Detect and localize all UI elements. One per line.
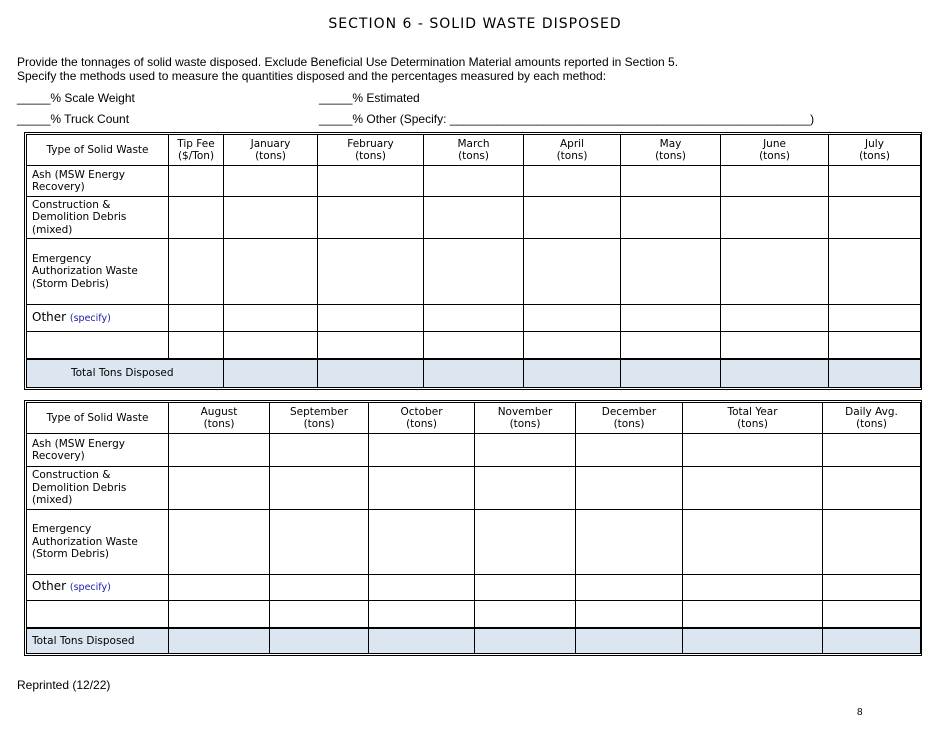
entry-cell[interactable] [270,601,369,628]
col-header-august: August (tons) [169,403,270,434]
header-row [27,135,921,166]
entry-cell[interactable] [318,239,424,305]
row-label-other: Other (specify) [27,305,169,332]
total-cell[interactable] [424,359,524,388]
entry-cell[interactable] [621,305,721,332]
monthly-table-aug-dec [24,400,922,656]
entry-cell[interactable] [369,434,475,467]
entry-cell[interactable] [369,575,475,601]
entry-cell[interactable] [721,305,829,332]
entry-cell[interactable] [683,601,823,628]
entry-cell[interactable] [169,575,270,601]
header-row [27,403,921,434]
col-header-january: January (tons) [224,135,318,166]
entry-cell[interactable] [683,510,823,575]
entry-cell[interactable] [829,239,921,305]
entry-cell[interactable] [224,305,318,332]
total-cell[interactable] [369,628,475,654]
entry-cell[interactable] [224,166,318,197]
col-header-type: Type of Solid Waste [27,403,169,434]
entry-cell[interactable] [318,166,424,197]
specify-note: (specify) [69,582,111,594]
scale-weight-field[interactable]: _____% Scale Weight [17,91,135,105]
entry-cell[interactable] [721,166,829,197]
col-header-tip-fee: Tip Fee ($/Ton) [169,135,224,166]
entry-cell[interactable] [424,197,524,239]
entry-cell[interactable] [318,197,424,239]
entry-cell[interactable] [524,197,621,239]
entry-cell[interactable] [683,575,823,601]
entry-cell[interactable] [224,197,318,239]
entry-cell[interactable] [524,305,621,332]
entry-cell[interactable] [369,601,475,628]
entry-cell[interactable] [224,239,318,305]
entry-cell[interactable] [169,197,224,239]
entry-cell[interactable] [270,467,369,510]
entry-cell[interactable] [424,332,524,359]
table-row-other [27,575,921,601]
total-cell[interactable] [621,359,721,388]
entry-cell[interactable] [621,166,721,197]
col-header-june: June (tons) [721,135,829,166]
col-header-november: November (tons) [475,403,576,434]
entry-cell[interactable] [524,166,621,197]
other-specify-cell[interactable] [27,601,169,628]
entry-cell[interactable] [475,434,576,467]
col-header-total-year: Total Year (tons) [683,403,823,434]
instructions [17,55,678,83]
total-cell[interactable] [169,628,270,654]
col-header-march: March (tons) [424,135,524,166]
entry-cell[interactable] [169,601,270,628]
instruction-line-2: Specify the methods used to measure the quantities disposed and the percentages measured by each method: [17,69,607,83]
entry-cell[interactable] [823,467,921,510]
entry-cell[interactable] [829,197,921,239]
col-header-type: Type of Solid Waste [27,135,169,166]
row-label-ash: Ash (MSW Energy Recovery) [27,434,169,467]
estimated-field[interactable]: _____% Estimated [319,91,420,105]
col-header-september: September (tons) [270,403,369,434]
col-header-december: December (tons) [576,403,683,434]
col-header-april: April (tons) [524,135,621,166]
page-title: SECTION 6 - SOLID WASTE DISPOSED [328,16,622,32]
entry-cell[interactable] [829,332,921,359]
entry-cell[interactable] [823,575,921,601]
entry-cell[interactable] [424,166,524,197]
entry-cell[interactable] [318,332,424,359]
entry-cell[interactable] [169,166,224,197]
entry-cell[interactable] [683,467,823,510]
entry-cell[interactable] [169,510,270,575]
other-method-field[interactable]: _____% Other (Specify: ______________________________________________________) [319,112,815,126]
entry-cell[interactable] [475,575,576,601]
total-cell[interactable] [721,359,829,388]
table-row-total [27,359,921,388]
entry-cell[interactable] [576,510,683,575]
table-row-ash [27,434,921,467]
row-label-emergency: Emergency Authorization Waste (Storm Debris) [27,510,169,575]
entry-cell[interactable] [169,305,224,332]
total-cell[interactable] [683,628,823,654]
other-specify-cell[interactable] [27,332,169,359]
specify-note: (specify) [69,312,111,324]
row-label-other: Other (specify) [27,575,169,601]
row-label-emergency: Emergency Authorization Waste (Storm Debris) [27,239,169,305]
entry-cell[interactable] [721,197,829,239]
total-cell[interactable] [823,628,921,654]
total-cell[interactable] [524,359,621,388]
entry-cell[interactable] [576,601,683,628]
col-header-daily-avg: Daily Avg. (tons) [823,403,921,434]
entry-cell[interactable] [169,467,270,510]
total-tons-label: Total Tons Disposed [27,359,224,388]
entry-cell[interactable] [576,434,683,467]
entry-cell[interactable] [369,510,475,575]
truck-count-field[interactable]: _____% Truck Count [17,112,130,126]
page-number: 8 [857,707,863,718]
entry-cell[interactable] [270,510,369,575]
entry-cell[interactable] [369,467,475,510]
monthly-table-jan-jul [24,132,922,390]
total-cell[interactable] [224,359,318,388]
table-row-total [27,628,921,654]
instruction-line-1: Provide the tonnages of solid waste disposed. Exclude Beneficial Use Determination Material amounts reported in Section 5. [17,55,679,69]
row-label-construction-demolition: Construction & Demolition Debris (mixed) [27,197,169,239]
entry-cell[interactable] [524,332,621,359]
entry-cell[interactable] [424,239,524,305]
entry-cell[interactable] [475,601,576,628]
entry-cell[interactable] [621,332,721,359]
entry-cell[interactable] [524,239,621,305]
table-row-construction-demolition [27,197,921,239]
entry-cell[interactable] [576,575,683,601]
entry-cell[interactable] [475,510,576,575]
entry-cell[interactable] [270,434,369,467]
table-row-other-blank [27,601,921,628]
table-row-other [27,305,921,332]
row-label-construction-demolition: Construction & Demolition Debris (mixed) [27,467,169,510]
col-header-february: February (tons) [318,135,424,166]
total-cell[interactable] [475,628,576,654]
entry-cell[interactable] [829,166,921,197]
row-label-ash: Ash (MSW Energy Recovery) [27,166,169,197]
entry-cell[interactable] [621,239,721,305]
entry-cell[interactable] [721,332,829,359]
entry-cell[interactable] [270,575,369,601]
table-row-ash [27,166,921,197]
entry-cell[interactable] [224,332,318,359]
entry-cell[interactable] [576,467,683,510]
table-row-emergency [27,510,921,575]
total-cell[interactable] [318,359,424,388]
entry-cell[interactable] [823,434,921,467]
col-header-july: July (tons) [829,135,921,166]
total-cell[interactable] [270,628,369,654]
total-cell[interactable] [576,628,683,654]
entry-cell[interactable] [169,434,270,467]
table-row-other-blank [27,332,921,359]
entry-cell[interactable] [318,305,424,332]
col-header-october: October (tons) [369,403,475,434]
entry-cell[interactable] [823,601,921,628]
entry-cell[interactable] [475,467,576,510]
reprint-note: Reprinted (12/22) [17,678,111,692]
entry-cell[interactable] [169,239,224,305]
total-tons-label: Total Tons Disposed [27,628,169,654]
col-header-may: May (tons) [621,135,721,166]
entry-cell[interactable] [823,510,921,575]
entry-cell[interactable] [169,332,224,359]
total-cell[interactable] [829,359,921,388]
table-row-construction-demolition [27,467,921,510]
entry-cell[interactable] [621,197,721,239]
table-row-emergency [27,239,921,305]
entry-cell[interactable] [683,434,823,467]
entry-cell[interactable] [721,239,829,305]
entry-cell[interactable] [829,305,921,332]
entry-cell[interactable] [424,305,524,332]
